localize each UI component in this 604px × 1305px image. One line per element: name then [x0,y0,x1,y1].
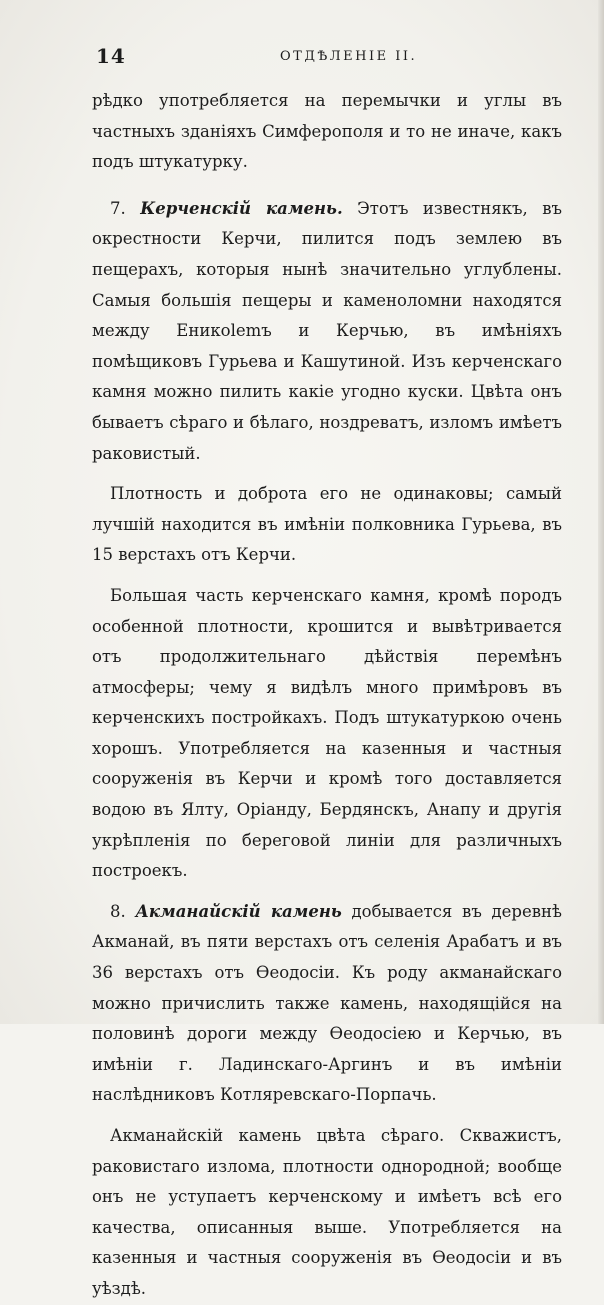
paragraph-akmanai-properties [92,1121,562,1305]
paragraph-density [92,479,562,571]
paragraph-text: рѣдко употребляется на перемычки и углы въ частныхъ зданіяхъ Симферополя и то не иначе, какъ подъ штукатурку. [92,91,562,172]
body-text [92,86,562,1305]
paragraph-kerch-stone [92,194,562,469]
page-header [90,44,564,74]
section-number: 7. [110,198,126,218]
section-title: Акманайскій камень [135,901,342,921]
page-number: 14 [96,44,126,68]
page-edge-shadow [598,0,604,1024]
section-number: 8. [110,901,126,921]
paragraph-text: добывается въ деревнѣ Акманай, въ пяти верстахъ отъ селенія Арабатъ и въ 36 верстахъ отъ Ѳеодосіи. Къ роду акманайскаго можно причислить также камень, находящійся на половинѣ дороги между Ѳеодосіею и Керчью, въ имѣніи г. Ладинскаго-Аргинъ и въ имѣніи наслѣдниковъ Котляревскаго-Порпачь. [92,901,562,1105]
paragraph-akmanai-stone [92,897,562,1111]
paragraph-text: Этотъ известнякъ, въ окрестности Керчи, пилится подъ землею въ пещерахъ, которыя нынѣ значительно углублены. Самыя большія пещеры и каменоломни находятся между Еникolemъ и Керчью, въ имѣніяхъ помѣщиковъ Гурьева и Кашутиной. Изъ керченскаго камня можно пилить какіе угодно куски. Цвѣта онъ бываетъ сѣраго и бѣлаго, ноздреватъ, изломъ имѣетъ раковистый. [92,198,562,463]
paragraph-text: Акманайскій камень цвѣта сѣраго. Скважистъ, раковистаго излома, плотности однородной; вообще онъ не уступаетъ керченскому и имѣетъ всѣ его качества, описанныя выше. Употребляется на казенныя и частныя сооруженія въ Ѳеодосіи и въ уѣздѣ. [92,1126,562,1298]
paragraph-text: Большая часть керченскаго камня, кромѣ породъ особенной плотности, крошится и вывѣтривается отъ продолжительнаго дѣйствія перемѣнъ атмосферы; чему я видѣлъ много примѣровъ въ керченскихъ постройкахъ. Подъ штукатуркою очень хорошъ. Употребляется на казенныя и частныя сооруженія въ Керчи и кромѣ того доставляется водою въ Ялту, Оріанду, Бердянскъ, Анапу и другія укрѣпленія по береговой линіи для различныхъ построекъ. [92,585,562,881]
paragraph-text: Плотность и доброта его не одинаковы; самый лучшій находится въ имѣніи полковника Гурьева, въ 15 верстахъ отъ Керчи. [92,484,562,565]
paragraph-continuation [92,86,562,178]
paragraph-weathering [92,581,562,887]
section-title: Керченскій камень. [140,198,343,218]
running-head: ОТДѢЛЕНІЕ II. [280,49,418,64]
